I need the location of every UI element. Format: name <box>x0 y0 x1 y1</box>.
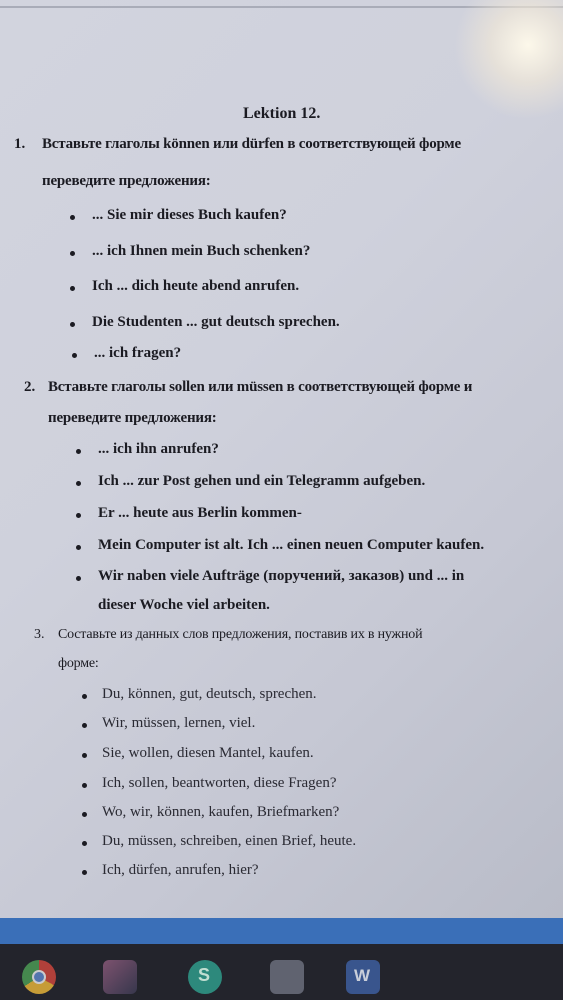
task-2-instruction-line1: Вставьте глаголы sollen или müssen в соответствующей форме и <box>48 379 473 395</box>
bullet-icon <box>70 286 75 291</box>
task-2-instruction-line2: переведите предложения: <box>48 410 217 426</box>
page-title: Lektion 12. <box>243 105 321 122</box>
taskbar <box>0 918 563 1000</box>
bullet-icon <box>76 513 81 518</box>
bullet-icon <box>82 870 87 875</box>
bullet-icon <box>76 545 81 550</box>
word-icon[interactable] <box>346 960 380 994</box>
task-3-instruction-line1: Составьте из данных слов предложения, поставив их в нужной <box>58 627 423 642</box>
photos-icon[interactable] <box>103 960 137 994</box>
skype-icon[interactable] <box>188 960 222 994</box>
bullet-icon <box>76 576 81 581</box>
app-icon[interactable] <box>270 960 304 994</box>
task-1-instruction-line2: переведите предложения: <box>42 173 211 189</box>
screen-glare <box>453 0 563 120</box>
bullet-icon <box>82 783 87 788</box>
task-1-number: 1. <box>14 136 26 152</box>
bullet-icon <box>70 251 75 256</box>
bullet-icon <box>76 449 81 454</box>
bullet-icon <box>82 753 87 758</box>
bullet-icon <box>82 812 87 817</box>
bullet-icon <box>72 353 77 358</box>
bullet-icon <box>70 215 75 220</box>
bullet-icon <box>70 322 75 327</box>
bullet-icon <box>76 481 81 486</box>
document-screen: Lektion 12. 1. Вставьте глаголы können или dürfen в соответствующей форме переведите предложения: ... Sie mir dieses Buch kaufen? ... ich Ihnen mein Buch schenken? Ich ... dich heute abend anrufen. Die Studenten ... gut deutsch sprechen. ... ich fragen? 2. Вставьте глаголы sollen или müssen в соответствующей форме и переведите предложения: ... ich ihn anrufen? Ich ... zur Post gehen und ein Telegramm aufgeben. Er ... heute aus Berlin kommen- Mein Computer ist alt. Ich ... einen neuen Computer kaufen. Wir naben viele Aufträge (поручений, заказов) und ... in dieser Woche viel arbeiten. 3. Составьте из данных слов предложения, поставив их в нужной форме: Du, können, gut, deutsch, sprechen. Wir, müssen, lernen, viel. Sie, wollen, diesen Mantel, kaufen. Ich, sollen, beantworten, diese Fragen? Wo, wir, können, kaufen, Briefmarken? Du, müssen, schreiben, einen Brief, heute. Ich, dürfen, anrufen, hier? <box>0 0 563 918</box>
task-1-instruction-line1: Вставьте глаголы können или dürfen в соответствующей форме <box>42 136 461 152</box>
chrome-icon[interactable] <box>22 960 56 994</box>
task-3-instruction-line2: форме: <box>58 656 99 671</box>
bullet-icon <box>82 841 87 846</box>
task-2-number: 2. <box>24 379 36 395</box>
task-3-number: 3. <box>34 627 45 642</box>
bullet-icon <box>82 723 87 728</box>
taskbar-band <box>0 918 563 944</box>
bullet-icon <box>82 694 87 699</box>
